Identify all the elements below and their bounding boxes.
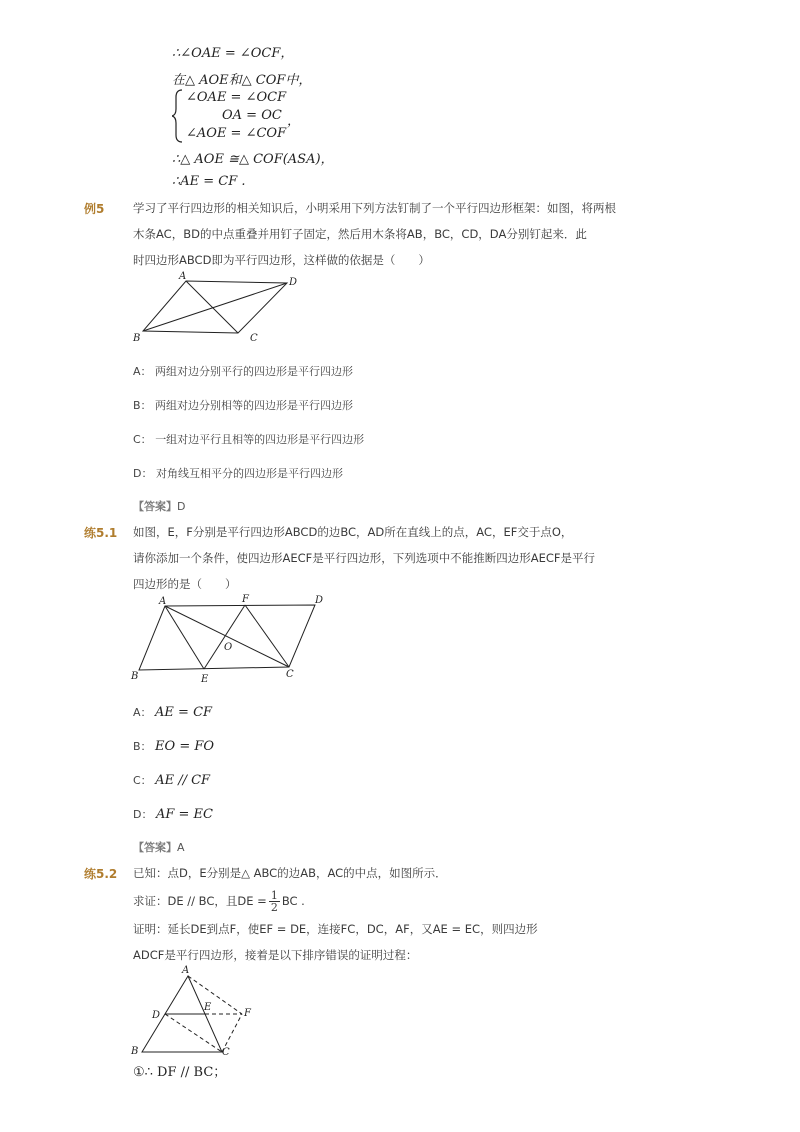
option-a[interactable] (133, 704, 212, 720)
question-text-line-1: 如图，E，F分别是平行四边形ABCD的边BC，AD所在直线上的点，AC，EF交于点O， (133, 525, 573, 539)
prove-statement (133, 888, 305, 914)
option-key: B： (133, 740, 152, 753)
question-text-line-2: 木条AC，BD的中点重叠并用钉子固定，然后用木条将AB，BC，CD，DA分别钉起来．此 (133, 227, 587, 241)
option-text: 对角线互相平分的四边形是平行四边形 (155, 467, 343, 480)
question-text-line-3: 四边形的是（ ） (133, 577, 237, 591)
option-c[interactable] (133, 431, 364, 447)
answer (133, 839, 185, 855)
prove-prefix: 求证：DE // BC，且DE = (133, 894, 267, 908)
triangle-figure (128, 963, 263, 1061)
point-label-f: F (244, 1008, 251, 1019)
practice-tag: 练5.2 (84, 867, 118, 881)
brace-line-2: OA = OC (222, 108, 282, 123)
option-text: 一组对边平行且相等的四边形是平行四边形 (155, 433, 365, 446)
brace-comma: ， (287, 114, 301, 129)
question-text-line-1: 学习了平行四边形的相关知识后，小明采用下列方法钉制了一个平行四边形框架：如图，将两根 (133, 201, 616, 215)
option-text: AE = CF (155, 705, 213, 720)
option-b[interactable] (133, 397, 353, 413)
answer-label: 【答案】 (133, 841, 177, 854)
point-label-e: E (201, 674, 209, 685)
fraction-one-half (269, 890, 280, 913)
point-label-a: A (179, 271, 187, 282)
point-label-o: O (224, 642, 233, 653)
proof-text-line-2: ADCF是平行四边形，接着是以下排序错误的证明过程： (133, 948, 418, 962)
answer-value: A (177, 841, 185, 854)
option-text: AF = EC (155, 807, 213, 822)
option-c[interactable] (133, 772, 210, 788)
option-b[interactable] (133, 738, 214, 754)
parallelogram-figure (128, 590, 333, 686)
prove-suffix: BC . (281, 894, 305, 908)
point-label-d: D (315, 595, 324, 606)
option-d[interactable] (133, 465, 343, 481)
proof-line-2: 在△ AOE和△ COF中， (172, 73, 312, 88)
option-key: C： (133, 433, 152, 446)
option-key: D： (133, 467, 153, 480)
point-label-f: F (242, 594, 249, 605)
option-key: A： (133, 365, 152, 378)
point-label-b: B (131, 1046, 139, 1057)
question-text-line-1: 已知：点D，E分别是△ ABC的边AB，AC的中点，如图所示． (133, 866, 447, 880)
proof-line-1: ∴∠OAE = ∠OCF， (172, 46, 294, 61)
point-label-c: C (250, 333, 258, 344)
question-text-line-3: 时四边形ABCD即为平行四边形，这样做的依据是（ ） (133, 253, 430, 267)
answer-label: 【答案】 (133, 500, 177, 513)
answer (133, 498, 185, 514)
point-label-a: A (182, 965, 190, 976)
fraction-numerator: 1 (270, 888, 278, 902)
proof-line-4: ∴AE = CF . (172, 174, 246, 189)
option-key: C： (133, 774, 152, 787)
point-label-e: E (204, 1002, 212, 1013)
point-label-b: B (133, 333, 141, 344)
answer-value: D (177, 500, 186, 513)
point-label-c: C (286, 669, 294, 680)
proof-step-1: ①∴ DF // BC； (133, 1065, 227, 1080)
proof-text-line-1: 证明：延长DE到点F，使EF = DE，连接FC，DC，AF，又AE = EC，则四边形 (133, 922, 538, 936)
option-d[interactable] (133, 806, 213, 822)
brace-icon (172, 89, 184, 143)
option-text: 两组对边分别平行的四边形是平行四边形 (155, 365, 354, 378)
option-text: 两组对边分别相等的四边形是平行四边形 (155, 399, 354, 412)
fraction-denominator: 2 (270, 900, 278, 914)
practice-tag: 练5.1 (84, 526, 118, 540)
option-a[interactable] (133, 363, 353, 379)
proof-line-3: ∴△ AOE ≅△ COF(ASA)， (172, 152, 334, 167)
point-label-a: A (159, 596, 167, 607)
point-label-c: C (222, 1047, 230, 1058)
option-text: AE // CF (155, 773, 211, 788)
option-key: D： (133, 808, 153, 821)
point-label-b: B (131, 671, 139, 682)
brace-line-3: ∠AOE = ∠COF (186, 126, 287, 141)
question-text-line-2: 请你添加一个条件，使四边形AECF是平行四边形，下列选项中不能推断四边形AECF是平行 (133, 551, 596, 565)
option-key: A： (133, 706, 152, 719)
point-label-d: D (152, 1010, 161, 1021)
point-label-d: D (289, 277, 298, 288)
parallelogram-figure (130, 270, 310, 346)
option-key: B： (133, 399, 152, 412)
brace-line-1: ∠OAE = ∠OCF (186, 90, 287, 105)
example-tag: 例5 (84, 202, 105, 216)
option-text: EO = FO (155, 739, 215, 754)
